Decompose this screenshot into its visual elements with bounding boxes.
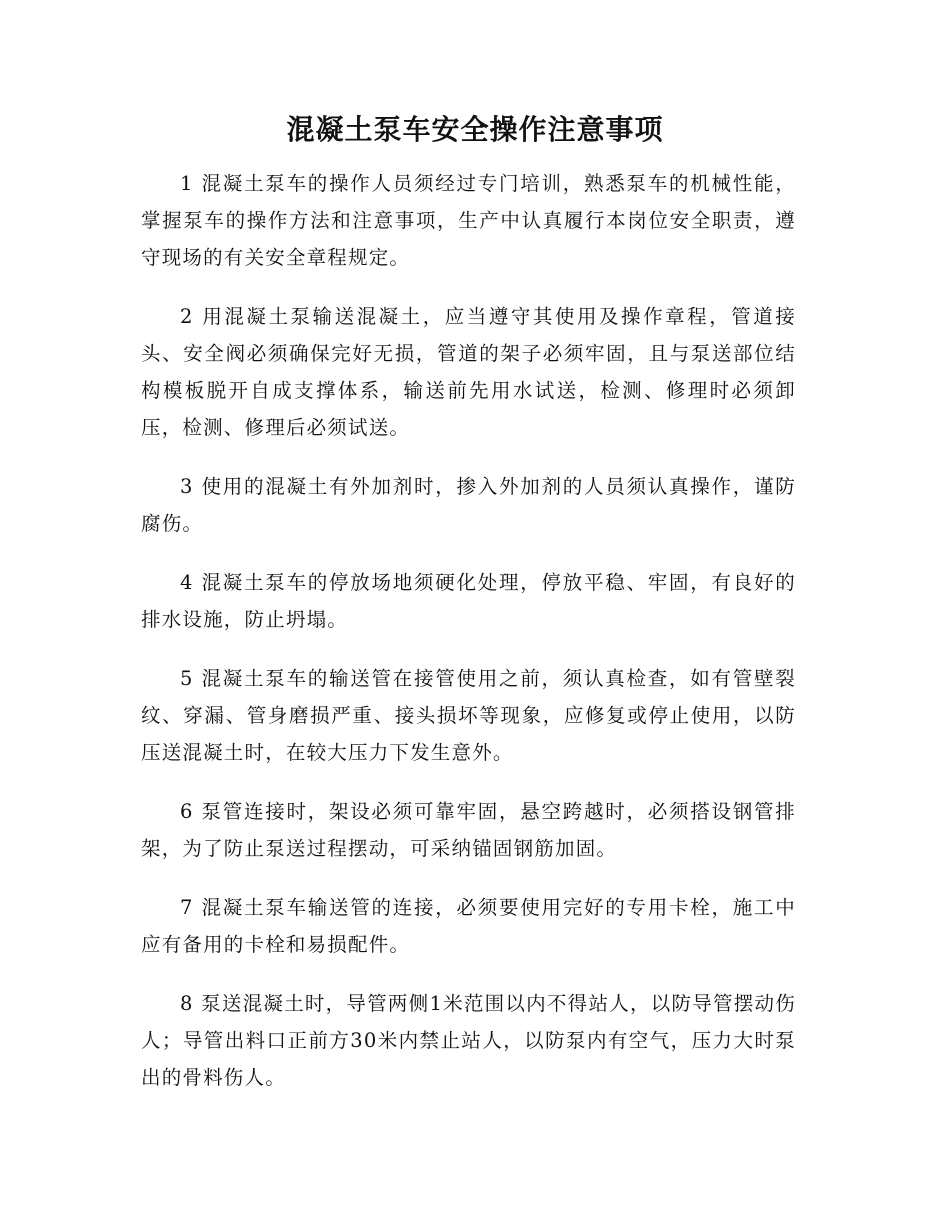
document-body — [141, 165, 796, 1118]
paragraph-3: 3 使用的混凝土有外加剂时，掺入外加剂的人员须认真操作，谨防腐伤。 — [141, 475, 796, 535]
paragraph-6: 6 泵管连接时，架设必须可靠牢固，悬空跨越时，必须搭设钢管排架，为了防止泵送过程摆动，可采纳锚固钢筋加固。 — [141, 800, 796, 860]
paragraph-1: 1 混凝土泵车的操作人员须经过专门培训，熟悉泵车的机械性能，掌握泵车的操作方法和注意事项，生产中认真履行本岗位安全职责，遵守现场的有关安全章程规定。 — [141, 172, 796, 269]
paragraph-8: 8 泵送混凝土时，导管两侧1米范围以内不得站人，以防导管摆动伤人；导管出料口正前方30米内禁止站人，以防泵内有空气，压力大时泵出的骨料伤人。 — [141, 992, 796, 1089]
paragraph-2: 2 用混凝土泵输送混凝土，应当遵守其使用及操作章程，管道接头、安全阀必须确保完好无损，管道的架子必须牢固，且与泵送部位结构模板脱开自成支撑体系，输送前先用水试送，检测、修理时必须卸压，检测、修理后必须试送。 — [141, 305, 796, 439]
paragraph-7: 7 混凝土泵车输送管的连接，必须要使用完好的专用卡栓，施工中应有备用的卡栓和易损配件。 — [141, 896, 796, 956]
document-title: 混凝土泵车安全操作注意事项 — [286, 113, 664, 146]
paragraph-4: 4 混凝土泵车的停放场地须硬化处理，停放平稳、牢固，有良好的排水设施，防止坍塌。 — [141, 571, 796, 631]
paragraph-5: 5 混凝土泵车的输送管在接管使用之前，须认真检查，如有管壁裂纹、穿漏、管身磨损严重、接头损坏等现象，应修复或停止使用，以防压送混凝土时，在较大压力下发生意外。 — [141, 667, 796, 764]
